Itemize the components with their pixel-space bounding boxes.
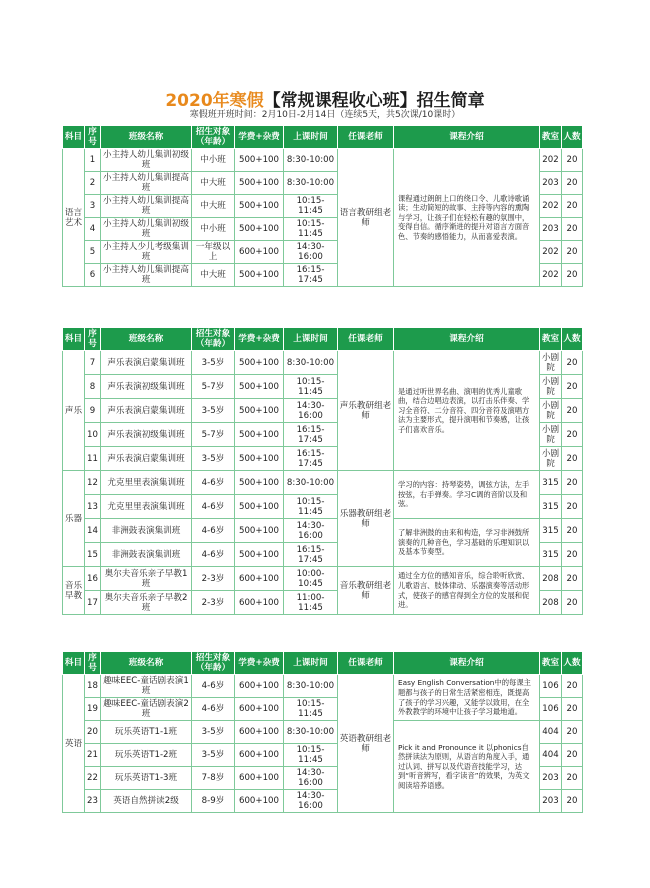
row-fee: 500+100	[235, 447, 284, 471]
row-age: 4-6岁	[192, 698, 235, 721]
row-no: 7	[85, 351, 101, 375]
row-count: 20	[562, 721, 583, 744]
row-name: 玩乐英语T1-2班	[101, 744, 192, 767]
row-count: 20	[562, 790, 583, 813]
row-name: 奥尔夫音乐亲子早教2班	[101, 591, 192, 615]
header-name: 班级名称	[101, 652, 192, 675]
page-subtitle: 寒假班开班时间：2月10日-2月14日（连续5天，共5次课/10课时）	[189, 110, 461, 120]
teacher-cell: 英语教研组老师	[338, 675, 394, 813]
row-room: 203	[540, 790, 562, 813]
row-time: 10:15-11:45	[284, 375, 338, 399]
row-count: 20	[562, 567, 583, 591]
row-age: 7-8岁	[192, 767, 235, 790]
header-age: 招生对象（年龄）	[192, 126, 235, 149]
row-fee: 600+100	[235, 591, 284, 615]
row-age: 中大班	[192, 264, 235, 287]
header-fee: 学费+杂费	[235, 126, 284, 149]
row-fee: 600+100	[235, 241, 284, 264]
row-fee: 600+100	[235, 790, 284, 813]
row-name: 声乐表演初级集训班	[101, 375, 192, 399]
row-age: 4-6岁	[192, 471, 235, 495]
row-room: 315	[540, 543, 562, 567]
row-age: 中小班	[192, 149, 235, 172]
row-count: 20	[562, 543, 583, 567]
row-age: 5-7岁	[192, 375, 235, 399]
header-fee: 学费+杂费	[235, 652, 284, 675]
title-year: 2020年寒假	[165, 91, 264, 111]
table-header-row	[63, 126, 583, 149]
header-desc: 课程介绍	[394, 652, 540, 675]
teacher-cell: 声乐教研组老师	[338, 351, 394, 471]
course-desc: 是通过听世界名曲、演唱的优秀儿童歌曲，结合边唱边表演，以打击乐伴奏、学习全音符、二分音符、四分音符及演唱方法为主要形式，提升演唱和节奏感，让孩子们喜欢音乐。	[394, 351, 540, 471]
row-name: 小主持人幼儿集训提高班	[101, 264, 192, 287]
row-time: 10:15-11:45	[284, 495, 338, 519]
row-time: 14:30-16:00	[284, 241, 338, 264]
row-no: 6	[85, 264, 101, 287]
row-fee: 600+100	[235, 721, 284, 744]
row-fee: 500+100	[235, 172, 284, 195]
row-room: 小剧院	[540, 423, 562, 447]
row-fee: 500+100	[235, 423, 284, 447]
row-no: 5	[85, 241, 101, 264]
row-time: 10:00-10:45	[284, 567, 338, 591]
subject-cell: 英语	[63, 675, 85, 813]
teacher-cell: 乐器教研组老师	[338, 471, 394, 567]
row-age: 5-7岁	[192, 423, 235, 447]
row-name: 玩乐英语T1-1班	[101, 721, 192, 744]
row-count: 20	[562, 698, 583, 721]
header-name: 班级名称	[101, 328, 192, 351]
header-name: 班级名称	[101, 126, 192, 149]
row-name: 趣味EEC-童话剧表演2班	[101, 698, 192, 721]
course-desc: 了解非洲鼓的由来和构造，学习非洲鼓所演奏的几种音色，学习基础的乐理知识以及基本节奏型。	[394, 519, 540, 567]
row-fee: 500+100	[235, 264, 284, 287]
table-row	[63, 675, 583, 698]
row-no: 9	[85, 399, 101, 423]
table-header-row	[63, 328, 583, 351]
row-no: 17	[85, 591, 101, 615]
row-time: 16:15-17:45	[284, 447, 338, 471]
subject-cell: 声乐	[63, 351, 85, 471]
schedule-table-english	[62, 651, 583, 813]
row-name: 声乐表演启蒙集训班	[101, 351, 192, 375]
row-no: 18	[85, 675, 101, 698]
row-time: 8:30-10:00	[284, 471, 338, 495]
row-no: 13	[85, 495, 101, 519]
row-count: 20	[562, 351, 583, 375]
subject-cell: 乐器	[63, 471, 85, 567]
row-name: 尤克里里表演集训班	[101, 495, 192, 519]
table-row	[63, 567, 583, 591]
row-room: 202	[540, 264, 562, 287]
row-count: 20	[562, 241, 583, 264]
header-age: 招生对象（年龄）	[192, 328, 235, 351]
row-room: 208	[540, 567, 562, 591]
row-no: 8	[85, 375, 101, 399]
row-fee: 500+100	[235, 351, 284, 375]
row-fee: 600+100	[235, 675, 284, 698]
row-room: 208	[540, 591, 562, 615]
row-name: 小主持人幼儿集训初级班	[101, 149, 192, 172]
row-no: 20	[85, 721, 101, 744]
row-room: 315	[540, 519, 562, 543]
row-time: 16:15-17:45	[284, 423, 338, 447]
row-time: 11:00-11:45	[284, 591, 338, 615]
row-time: 14:30-16:00	[284, 767, 338, 790]
header-time: 上课时间	[284, 328, 338, 351]
row-no: 4	[85, 218, 101, 241]
row-time: 8:30-10:00	[284, 721, 338, 744]
teacher-cell: 音乐教研组老师	[338, 567, 394, 615]
row-count: 20	[562, 675, 583, 698]
row-fee: 500+100	[235, 399, 284, 423]
header-subject: 科目	[63, 328, 85, 351]
header-time: 上课时间	[284, 126, 338, 149]
table-row	[63, 149, 583, 172]
row-room: 203	[540, 172, 562, 195]
row-age: 4-6岁	[192, 495, 235, 519]
row-room: 315	[540, 495, 562, 519]
row-fee: 500+100	[235, 519, 284, 543]
row-age: 4-6岁	[192, 675, 235, 698]
header-count: 人数	[562, 126, 583, 149]
row-room: 106	[540, 698, 562, 721]
row-name: 奥尔夫音乐亲子早教1班	[101, 567, 192, 591]
row-name: 小主持人少儿考级集训班	[101, 241, 192, 264]
row-fee: 500+100	[235, 218, 284, 241]
row-fee: 500+100	[235, 195, 284, 218]
row-time: 10:15-11:45	[284, 195, 338, 218]
row-name: 声乐表演启蒙集训班	[101, 447, 192, 471]
row-no: 10	[85, 423, 101, 447]
row-name: 非洲鼓表演集训班	[101, 519, 192, 543]
row-time: 14:30-16:00	[284, 519, 338, 543]
title-rest: 【常规课程收心班】招生简章	[263, 91, 485, 111]
row-room: 小剧院	[540, 375, 562, 399]
header-count: 人数	[562, 328, 583, 351]
row-count: 20	[562, 195, 583, 218]
row-count: 20	[562, 447, 583, 471]
course-desc: Pick it and Pronounce it 以phonics自然拼读法为原则，从语言的角度入手，通过认词、拼写以及代语音技能学习，达到“听音辨写，看字读音”的效果，为英文阅读培养语感。	[394, 721, 540, 813]
row-age: 8-9岁	[192, 790, 235, 813]
subject-cell: 语言艺术	[63, 149, 85, 287]
course-desc: 通过全方位的感知音乐，综合聆听欣赏、儿歌语言、肢体律动、乐器演奏等活动形式，使孩子的感官得到全方位的发展和促进。	[394, 567, 540, 615]
row-no: 19	[85, 698, 101, 721]
row-age: 2-3岁	[192, 591, 235, 615]
header-fee: 学费+杂费	[235, 328, 284, 351]
row-count: 20	[562, 264, 583, 287]
row-room: 315	[540, 471, 562, 495]
row-time: 16:15-17:45	[284, 543, 338, 567]
row-no: 2	[85, 172, 101, 195]
row-time: 14:30-16:00	[284, 790, 338, 813]
row-time: 8:30-10:00	[284, 351, 338, 375]
row-room: 202	[540, 195, 562, 218]
row-no: 1	[85, 149, 101, 172]
row-name: 小主持人幼儿集训初级班	[101, 218, 192, 241]
row-time: 10:15-11:45	[284, 218, 338, 241]
row-time: 14:30-16:00	[284, 399, 338, 423]
row-no: 3	[85, 195, 101, 218]
row-room: 203	[540, 767, 562, 790]
row-age: 一年级以上	[192, 241, 235, 264]
row-fee: 500+100	[235, 543, 284, 567]
row-count: 20	[562, 471, 583, 495]
schedule-table-music	[62, 327, 583, 615]
teacher-cell: 语言教研组老师	[338, 149, 394, 287]
row-no: 22	[85, 767, 101, 790]
row-age: 3-5岁	[192, 351, 235, 375]
row-room: 106	[540, 675, 562, 698]
header-subject: 科目	[63, 126, 85, 149]
row-no: 23	[85, 790, 101, 813]
row-no: 15	[85, 543, 101, 567]
row-no: 14	[85, 519, 101, 543]
row-time: 10:15-11:45	[284, 744, 338, 767]
course-desc: 课程通过朗朗上口的绕口令、儿歌诗歌诵读；生动简短的故事、主持等内容的熏陶与学习，让孩子们在轻松有趣的氛围中，变得自信。循序渐进的提升对语言方面音色、节奏的感悟能力，从而喜爱表演。	[394, 149, 540, 287]
row-count: 20	[562, 399, 583, 423]
row-fee: 500+100	[235, 471, 284, 495]
row-no: 11	[85, 447, 101, 471]
header-subject: 科目	[63, 652, 85, 675]
row-fee: 600+100	[235, 744, 284, 767]
row-room: 小剧院	[540, 447, 562, 471]
table-row	[63, 471, 583, 495]
row-time: 10:15-11:45	[284, 698, 338, 721]
header-no: 序号	[85, 652, 101, 675]
row-count: 20	[562, 172, 583, 195]
header-teacher: 任课老师	[338, 652, 394, 675]
row-name: 小主持人幼儿集训提高班	[101, 172, 192, 195]
row-room: 203	[540, 218, 562, 241]
row-no: 16	[85, 567, 101, 591]
row-name: 玩乐英语T1-3班	[101, 767, 192, 790]
header-no: 序号	[85, 328, 101, 351]
row-count: 20	[562, 149, 583, 172]
row-name: 趣味EEC-童话剧表演1班	[101, 675, 192, 698]
row-count: 20	[562, 519, 583, 543]
header-age: 招生对象（年龄）	[192, 652, 235, 675]
row-count: 20	[562, 495, 583, 519]
row-count: 20	[562, 744, 583, 767]
row-name: 小主持人幼儿集训提高班	[101, 195, 192, 218]
row-age: 3-5岁	[192, 744, 235, 767]
row-name: 声乐表演初级集训班	[101, 423, 192, 447]
row-count: 20	[562, 591, 583, 615]
schedule-table-language	[62, 125, 583, 287]
row-time: 8:30-10:00	[284, 172, 338, 195]
row-time: 8:30-10:00	[284, 149, 338, 172]
row-room: 小剧院	[540, 351, 562, 375]
subject-cell: 音乐早教	[63, 567, 85, 615]
row-no: 21	[85, 744, 101, 767]
header-teacher: 任课老师	[338, 126, 394, 149]
row-name: 英语自然拼读2级	[101, 790, 192, 813]
row-room: 202	[540, 149, 562, 172]
row-fee: 600+100	[235, 698, 284, 721]
row-name: 尤克里里表演集训班	[101, 471, 192, 495]
header-room: 教室	[540, 126, 562, 149]
row-age: 中小班	[192, 218, 235, 241]
row-room: 小剧院	[540, 399, 562, 423]
header-desc: 课程介绍	[394, 126, 540, 149]
row-room: 202	[540, 241, 562, 264]
row-time: 16:15-17:45	[284, 264, 338, 287]
header-no: 序号	[85, 126, 101, 149]
row-age: 4-6岁	[192, 519, 235, 543]
row-fee: 500+100	[235, 149, 284, 172]
row-no: 12	[85, 471, 101, 495]
row-room: 404	[540, 721, 562, 744]
row-age: 2-3岁	[192, 567, 235, 591]
header-desc: 课程介绍	[394, 328, 540, 351]
row-fee: 500+100	[235, 495, 284, 519]
table-row	[63, 721, 583, 744]
table-row	[63, 351, 583, 375]
row-age: 3-5岁	[192, 447, 235, 471]
table-row	[63, 519, 583, 543]
row-time: 8:30-10:00	[284, 675, 338, 698]
row-age: 3-5岁	[192, 399, 235, 423]
row-fee: 600+100	[235, 767, 284, 790]
row-fee: 500+100	[235, 375, 284, 399]
row-count: 20	[562, 375, 583, 399]
row-age: 4-6岁	[192, 543, 235, 567]
row-count: 20	[562, 767, 583, 790]
row-age: 3-5岁	[192, 721, 235, 744]
row-name: 声乐表演启蒙集训班	[101, 399, 192, 423]
header-room: 教室	[540, 328, 562, 351]
row-fee: 600+100	[235, 567, 284, 591]
course-desc: 学习的内容：持琴姿势，调弦方法，左手按弦，右手弹奏。学习C调的音阶以及和弦。	[394, 471, 540, 519]
row-age: 中大班	[192, 172, 235, 195]
row-name: 非洲鼓表演集训班	[101, 543, 192, 567]
header-count: 人数	[562, 652, 583, 675]
header-room: 教室	[540, 652, 562, 675]
row-count: 20	[562, 218, 583, 241]
row-count: 20	[562, 423, 583, 447]
course-desc: Easy English Conversation中的每课主题都与孩子的日常生活紧密相连，既提高了孩子的学习兴趣，又能学以致用，在全外教教学的环境中让孩子学习最地道。	[394, 675, 540, 721]
table-header-row	[63, 652, 583, 675]
row-room: 404	[540, 744, 562, 767]
header-time: 上课时间	[284, 652, 338, 675]
header-teacher: 任课老师	[338, 328, 394, 351]
row-age: 中大班	[192, 195, 235, 218]
